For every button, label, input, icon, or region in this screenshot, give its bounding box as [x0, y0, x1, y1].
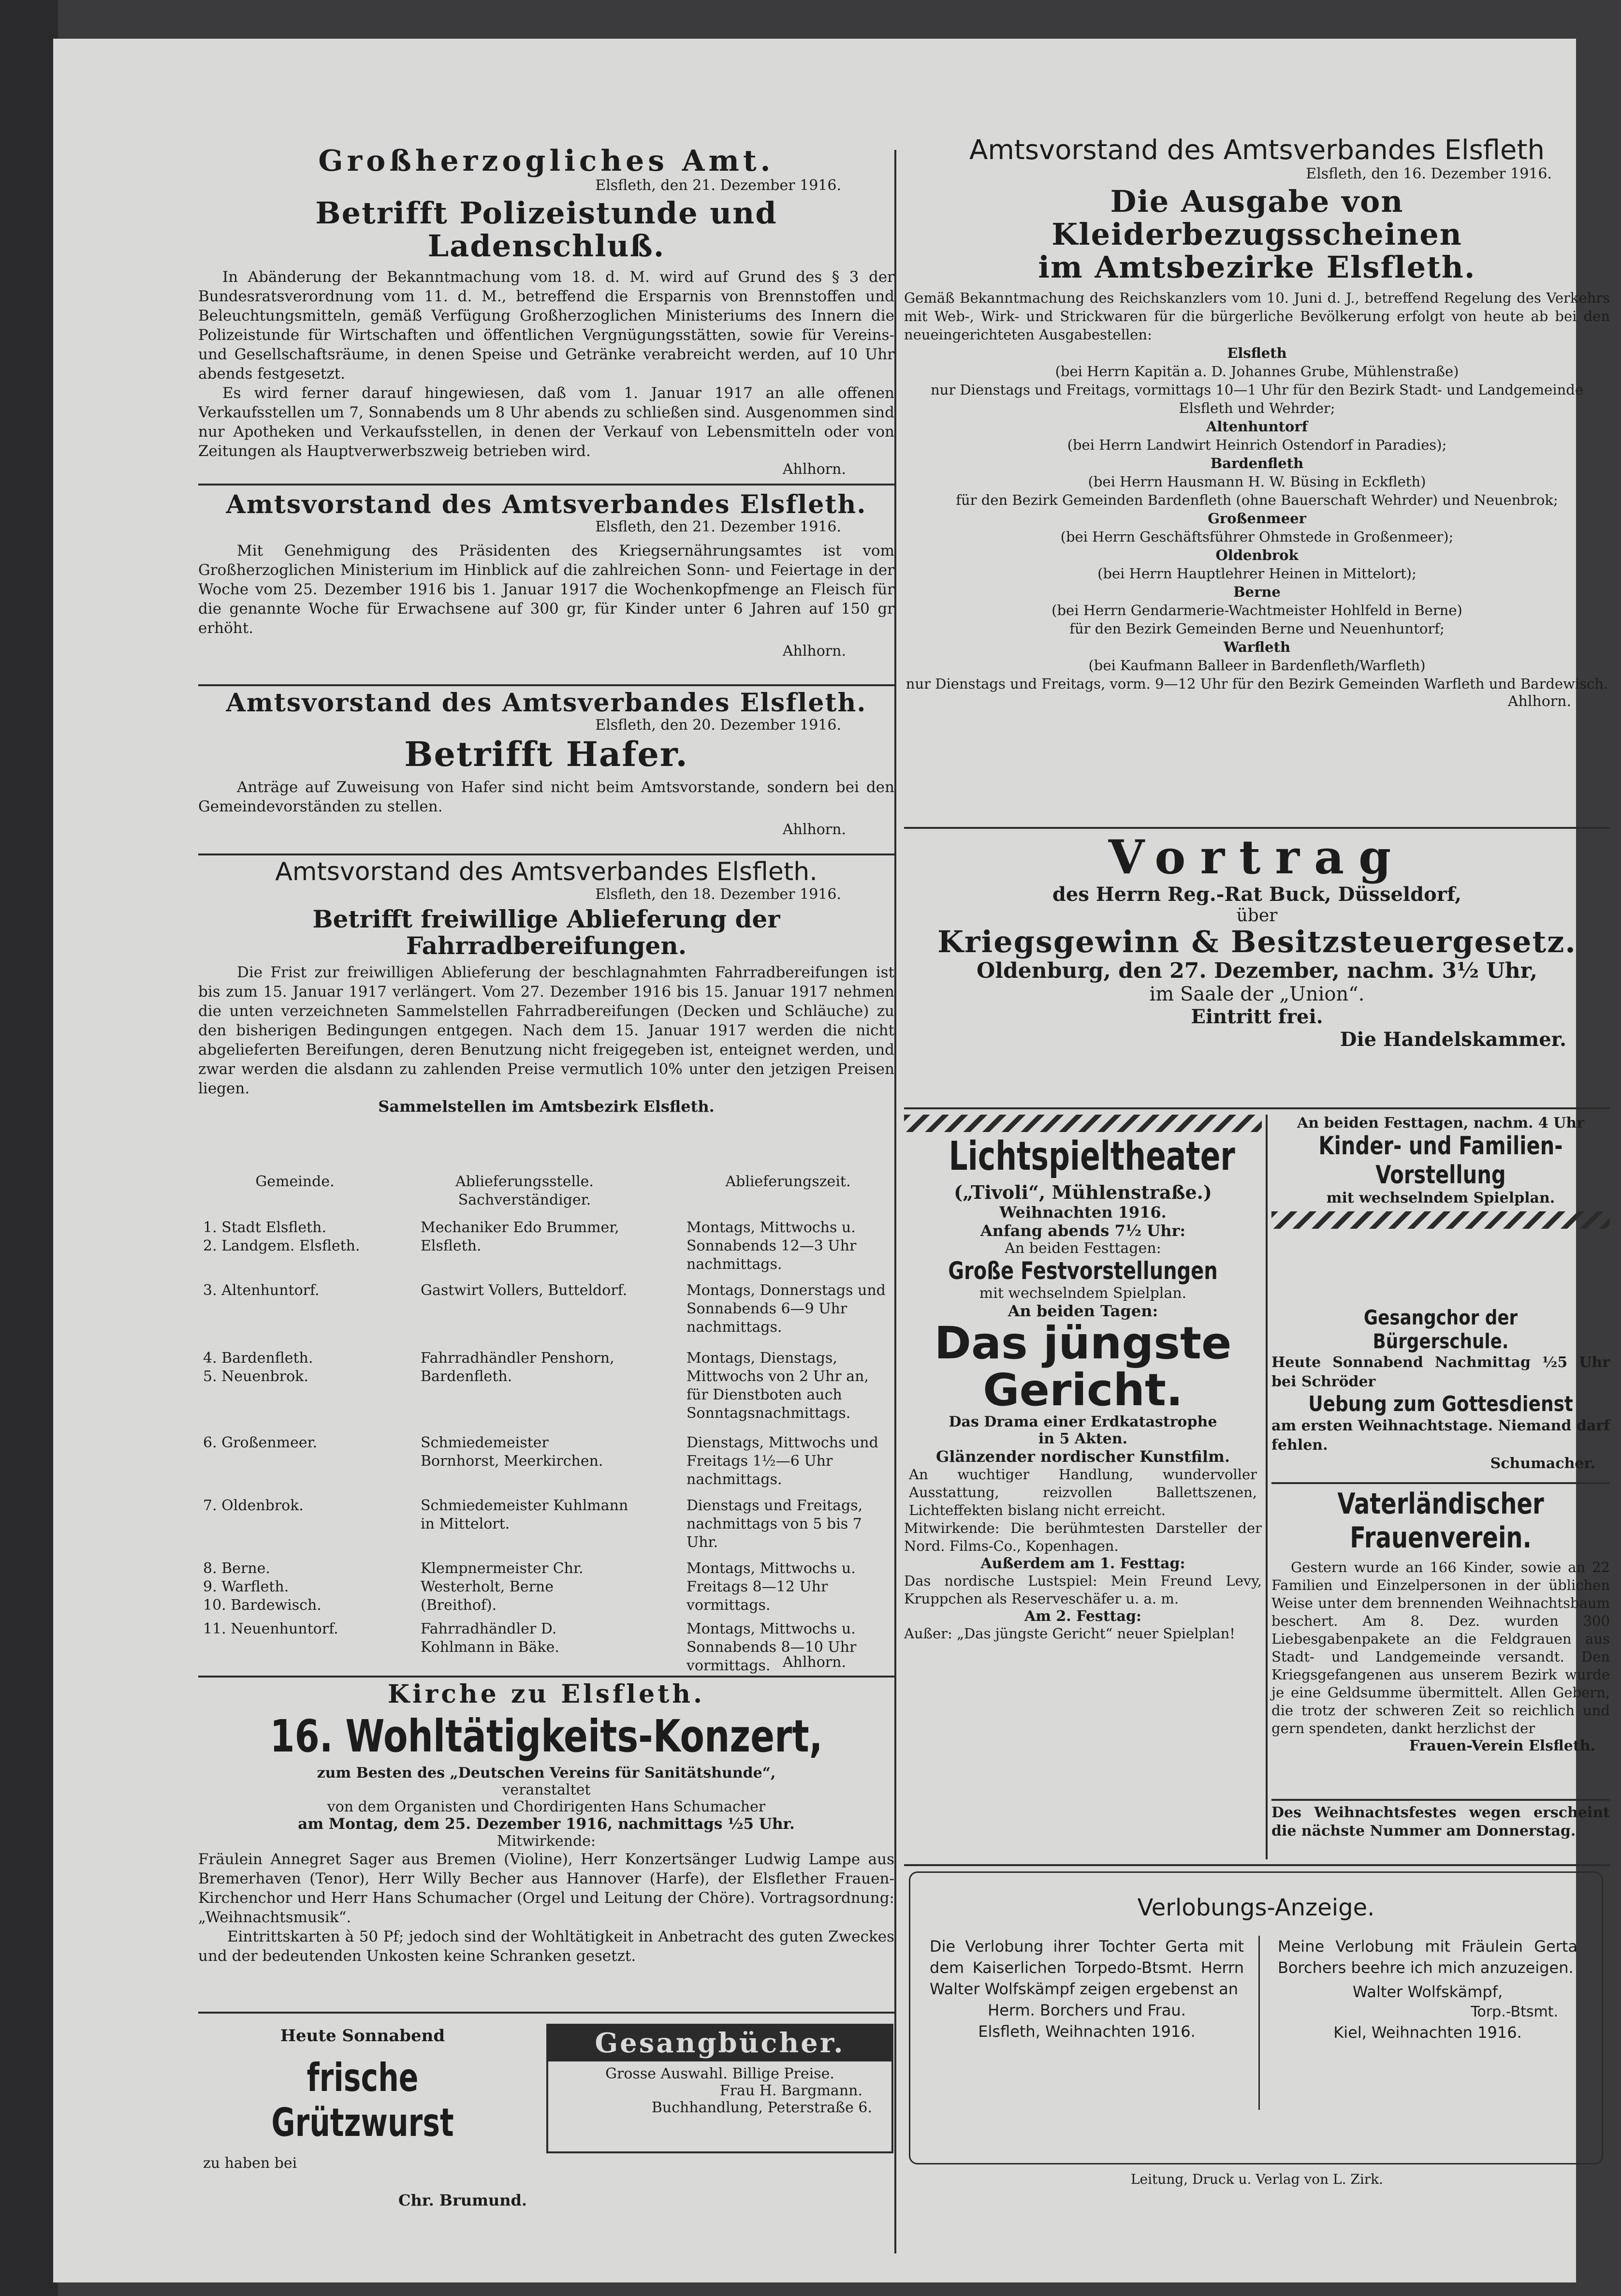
divider	[198, 854, 894, 855]
table-cell: Dienstags, Mittwochs und Freitags 1½—6 Uhr nachmittags.	[686, 1434, 878, 1488]
ad-signature: Schumacher.	[1490, 1455, 1595, 1472]
ad-line: Walter Wolfskämpf,	[1352, 1983, 1503, 2001]
divider	[198, 1676, 894, 1678]
notice-paragraph: In Abänderung der Bekanntmachung vom 18. d. M. wird auf Grund des § 3 der Bundesratsverordnung vom 11. d. M., betreffend die Ersparnis von Brennstoffen und Beleuchtungsmitteln, gemäß Verfügung Großherzoglichen Ministeriums des Innern die Polizeistunde für Wirtschaften und öffentlichen Vergnügungsstätten, sowie für Vereins- und Gesellschaftsräume, in denen Speise und Getränke verabreicht werden, auf 10 Uhr abends festgesetzt.	[198, 268, 894, 383]
table-cell: 3. Altenhuntorf.	[203, 1282, 320, 1299]
notice-signature: Ahlhorn.	[782, 461, 846, 478]
column-divider	[1266, 1115, 1268, 1859]
ad-line: Mitwirkende:	[497, 1833, 596, 1850]
ad-paragraph: Außer: „Das jüngste Gericht“ neuer Spielplan!	[904, 1625, 1235, 1642]
ad-line: am Montag, dem 25. Dezember 1916, nachmittags ½5 Uhr.	[298, 1815, 795, 1833]
ad-frauenverein	[1271, 1487, 1610, 1754]
right-column	[904, 39, 1610, 2282]
ad-line: mit wechselndem Spielplan.	[979, 1285, 1187, 1302]
ad-line: in 5 Akten.	[1038, 1430, 1128, 1448]
notice-hafer	[198, 689, 894, 838]
ad-headline: Kinder- und Familien-	[1318, 1132, 1563, 1161]
ad-line: („Tivoli“, Mühlenstraße.)	[954, 1181, 1212, 1204]
ad-title: Gesangbücher.	[548, 2026, 891, 2061]
table-cell: Montags, Dienstags, Mittwochs von 2 Uhr an, für Dienstboten auch Sonntagsnachmittags.	[686, 1350, 869, 1422]
ad-headline: Uebung zum Gottesdienst	[1308, 1392, 1573, 1416]
ausgabestellen-list	[904, 344, 1610, 693]
ad-line: An beiden Festtagen:	[1005, 1240, 1161, 1257]
ad-line: Außerdem am 1. Festtag:	[980, 1555, 1185, 1573]
table-cell: Montags, Mittwochs u. Sonnabends 8—10 Uhr vormittags.	[686, 1620, 857, 1674]
column-divider	[894, 150, 896, 2253]
notice-signature: Ahlhorn.	[782, 821, 846, 839]
ad-line: zu haben bei	[203, 2155, 297, 2172]
ad-line: An beiden Festtagen, nachm. 4 Uhr	[1297, 1115, 1584, 1132]
list-item: Bardenfleth	[1210, 455, 1304, 472]
table-cell: Montags, Mittwochs u. Freitags 8—12 Uhr vormittags.	[686, 1560, 856, 1614]
ad-line: über	[1236, 905, 1278, 926]
ad-line: veranstaltet	[502, 1781, 591, 1799]
table-cell: Schmiedemeister Kuhlmann in Mittelort.	[421, 1497, 628, 1532]
notice-title: Amtsvorstand des Amtsverbandes Elsfleth.	[275, 857, 818, 886]
film-title: Das jüngste	[934, 1317, 1232, 1369]
ad-title: Vortrag	[1108, 830, 1406, 884]
divider	[198, 2012, 894, 2014]
table-header-cell: Gemeinde.	[255, 1173, 335, 1190]
divider	[198, 484, 894, 486]
list-item: Großenmeer	[1208, 510, 1306, 527]
ad-line: Buchhandlung, Peterstraße 6.	[651, 2099, 872, 2116]
ad-paragraph: Die Verlobung ihrer Tochter Gerta mit dem Kaiserlichen Torpedo-Btsmt. Herrn Walter Wolfskämpf zeigen ergebenst an	[930, 1937, 1244, 1998]
ad-line: Das Drama einer Erdkatastrophe	[949, 1413, 1217, 1431]
divider	[904, 827, 1610, 829]
table-cell: 8. Berne. 9. Warfleth. 10. Bardewisch.	[203, 1560, 321, 1614]
ad-headline: Große Festvorstellungen	[948, 1257, 1218, 1285]
list-item: Warfleth	[1223, 639, 1291, 656]
ad-paragraph: Eintrittskarten à 50 Pf; jedoch sind der Wohltätigkeit in Anbetracht des guten Zweckes und der bedeutenden Unkosten keine Schranken gesetzt.	[198, 1928, 894, 1965]
ad-gruetzwurst	[198, 2026, 527, 2209]
ad-line: Oldenburg, den 27. Dezember, nachm. 3½ Uhr,	[976, 958, 1538, 983]
announcement-divider	[1258, 1936, 1260, 2110]
notice-subject: Betrifft Hafer.	[404, 734, 688, 775]
list-item: Altenhuntorf	[1206, 418, 1308, 435]
notice-date: Elsfleth, den 21. Dezember 1916.	[595, 177, 841, 194]
ad-title: Kirche zu Elsfleth.	[387, 1679, 705, 1709]
notice-date: Elsfleth, den 21. Dezember 1916.	[595, 518, 841, 536]
ad-paragraph: Meine Verlobung mit Fräulein Gerta Borchers beehre ich mich anzuzeigen.	[1278, 1937, 1577, 1977]
table-cell: Klempnermeister Chr. Westerholt, Berne (Breithof).	[421, 1560, 584, 1614]
list-item: Oldenbrok	[1215, 547, 1299, 564]
divider	[904, 1864, 1610, 1866]
list-item: (bei Herrn Landwirt Heinrich Ostendorf in Paradies);	[1067, 437, 1447, 454]
list-item: (bei Kaufmann Balleer in Bardenfleth/Warfleth)	[1088, 657, 1426, 674]
ad-paragraph: Mitwirkende: Die berühmtesten Darsteller der Nord. Films-Co., Kopenhagen.	[904, 1520, 1262, 1555]
table-cell: Fahrradhändler D. Kohlmann in Bäke.	[421, 1620, 559, 1656]
notice-fahrradbereifung	[198, 858, 894, 1115]
notice-signature: Ahlhorn.	[782, 643, 846, 660]
ad-title: Vaterländischer	[1337, 1487, 1544, 1521]
notice-signature: Ahlhorn.	[782, 1654, 846, 1671]
ad-line: Grosse Auswahl. Billige Preise.	[605, 2065, 834, 2082]
ad-signature: Chr. Brumund.	[398, 2191, 527, 2209]
list-item: Berne	[1233, 584, 1281, 601]
notice-paragraph: Des Weihnachtsfestes wegen erscheint die nächste Nummer am Donnerstag.	[1271, 1804, 1610, 1840]
ad-signature: Die Handelskammer.	[1340, 1028, 1566, 1051]
list-item: nur Dienstags und Freitags, vormittags 10—1 Uhr für den Bezirk Stadt- und Landgemeinde Elsfleth und Wehrder;	[930, 382, 1583, 417]
ornament-border	[1271, 1211, 1610, 1229]
ad-line: Weihnachten 1916.	[999, 1203, 1167, 1222]
ad-gesangchor	[1271, 1306, 1610, 1472]
list-item: (bei Herrn Hauptlehrer Heinen in Mittelort);	[1097, 565, 1417, 582]
ad-line: Eintritt frei.	[1191, 1005, 1323, 1028]
notice-title: Großherzogliches Amt.	[318, 144, 774, 178]
table-cell: Schmiedemeister Bornhorst, Meerkirchen.	[421, 1434, 603, 1470]
ad-line: Glänzender nordischer Kunstfilm.	[936, 1447, 1230, 1466]
divider	[198, 684, 894, 686]
table-cell: 11. Neuenhuntorf.	[203, 1620, 338, 1637]
notice-fleisch	[198, 491, 894, 660]
ornament-border	[904, 1115, 1262, 1132]
notice-date: Elsfleth, den 20. Dezember 1916.	[595, 717, 841, 734]
ad-signature: Frauen-Verein Elsfleth.	[1409, 1737, 1595, 1754]
notice-subject: Betrifft Polizeistunde und Ladenschluß.	[315, 195, 777, 264]
table-header-cell: Ablieferungsstelle. Sachverständiger.	[455, 1173, 594, 1208]
list-item: (bei Herrn Gendarmerie-Wachtmeister Hohlfeld in Berne)	[1051, 602, 1462, 619]
ad-paragraph: Fräulein Annegret Sager aus Bremen (Violine), Herr Konzertsänger Ludwig Lampe aus Bremerhaven (Tenor), Herr Willy Becher aus Hannover (Harfe), der Elsflether Frauen-Kirchenchor und Herr Hans Schumacher (Orgel und Leitung der Chöre). Vortragsordnung: „Weihnachtsmusik“.	[198, 1851, 894, 1927]
notice-subject: im Amtsbezirke Elsfleth.	[1038, 249, 1476, 285]
divider	[904, 1107, 1610, 1109]
announcement-left	[930, 1936, 1244, 2042]
ad-headline: 16. Wohltätigkeits-Konzert,	[270, 1710, 823, 1763]
ad-konzert	[198, 1680, 894, 1966]
table-header-cell: Ablieferungszeit.	[725, 1173, 851, 1190]
notice-naechste-nummer	[1271, 1804, 1610, 1840]
ad-paragraph: Gestern wurde an 166 Kinder, sowie an 22 Familien und Einzelpersonen in der üblichen Weise unter dem brennenden Weihnachtsbaum beschert. Am 8. Dez. wurden 300 Liebesgabenpakete an die Feldgrauen aus Stadt- und Landgemeinde versandt. Den Kriegsgefangenen aus unserem Bezirk wurde je eine Geldsumme übermittelt. Allen Gebern, die trotz der schweren Zeit so reichlich und gern spendeten, dankt herzlichst der	[1271, 1559, 1610, 1737]
ad-line: Torp.-Btsmt.	[1471, 2003, 1558, 2020]
ad-line: im Saale der „Union“.	[1149, 983, 1365, 1005]
notice-title: Amtsvorstand des Amtsverbandes Elsfleth.	[226, 490, 867, 519]
ad-line: Anfang abends 7½ Uhr:	[980, 1222, 1186, 1240]
ad-paragraph: Heute Sonnabend Nachmittag ½5 Uhr bei Schröder	[1271, 1354, 1610, 1390]
table-cell: Mechaniker Edo Brummer, Elsfleth.	[421, 1219, 619, 1254]
ad-title: Lichtspieltheater	[949, 1133, 1235, 1179]
notice-kleiderbezugsscheine	[904, 135, 1610, 710]
list-item: nur Dienstags und Freitags, vorm. 9—12 Uhr für den Bezirk Gemeinden Warfleth und Bardewisch.	[905, 676, 1608, 692]
list-item: (bei Herrn Hausmann H. W. Büsing in Eckfleth)	[1088, 473, 1426, 490]
notice-paragraph: Anträge auf Zuweisung von Hafer sind nicht beim Amtsvorstande, sondern bei den Gemeindevorständen zu stellen.	[198, 779, 894, 816]
table-cell: Montags, Mittwochs u. Sonnabends 12—3 Uhr nachmittags.	[686, 1219, 857, 1273]
ad-line: des Herrn Reg.-Rat Buck, Düsseldorf,	[1052, 883, 1462, 906]
notice-date: Elsfleth, den 16. Dezember 1916.	[1306, 165, 1552, 182]
notice-title: Amtsvorstand des Amtsverbandes Elsfleth	[969, 134, 1545, 166]
left-column	[198, 39, 894, 2282]
table-cell: Fahrradhändler Penshorn, Bardenfleth.	[421, 1350, 614, 1385]
notice-subject: Betrifft freiwillige Ablieferung der Fahrradbereifungen.	[312, 905, 780, 960]
list-item: (bei Herrn Kapitän a. D. Johannes Grube, Mühlenstraße)	[1055, 363, 1459, 380]
notice-title: Amtsvorstand des Amtsverbandes Elsfleth.	[226, 688, 867, 718]
table-cell: Dienstags und Freitags, nachmittags von 5 bis 7 Uhr.	[686, 1497, 863, 1551]
newspaper-page	[53, 39, 1610, 2282]
ad-line: zum Besten des „Deutschen Vereins für Sanitätshunde“,	[317, 1765, 776, 1782]
ad-vortrag	[904, 832, 1610, 1051]
film-title: Gericht.	[983, 1364, 1183, 1416]
notice-paragraph: Die Frist zur freiwilligen Ablieferung der beschlagnahmten Fahrradbereifungen ist bis zum 15. Januar 1917 verlängert. Vom 27. Dezember 1916 bis 15. Januar 1917 nehmen die unten verzeichneten Sammelstellen Fahrradbereifungen (Decken und Schläuche) zu den bisherigen Bedingungen entgegen. Nach dem 15. Januar 1917 werden die nicht abgelieferten Bereifungen, deren Benutzung nicht freigegeben ist, enteignet werden, und zwar werden die alsdann zu zahlenden Preise vermutlich 10% unter den jetzigen Preisen liegen.	[198, 964, 894, 1098]
ad-headline: frische Grützwurst	[271, 2055, 454, 2145]
ad-line: mit wechselndem Spielplan.	[1326, 1190, 1555, 1207]
ad-line: An beiden Tagen:	[1008, 1302, 1158, 1321]
table-cell: Gastwirt Vollers, Butteldorf.	[421, 1282, 628, 1299]
list-item: für den Bezirk Gemeinden Berne und Neuenhuntorf;	[1069, 620, 1445, 637]
imprint: Leitung, Druck u. Verlag von L. Zirk.	[1130, 2171, 1384, 2187]
list-item: (bei Herrn Geschäftsführer Ohmstede in Großenmeer);	[1060, 529, 1454, 545]
ad-title: Gesangchor der Bürgerschule.	[1363, 1306, 1518, 1353]
ad-headline: Vorstellung	[1375, 1161, 1506, 1190]
list-item: Elsfleth	[1227, 345, 1287, 362]
notice-paragraph: Mit Genehmigung des Präsidenten des Kriegsernährungsamtes ist vom Großherzoglichen Ministerium im Hinblick auf die zahlreichen Sonn- und Feiertage in der Woche vom 25. Dezember 1916 bis 1. Januar 1917 die Wochenkopfmenge an Fleisch für die genannte Woche für Erwachsene auf 300 gr, für Kinder unter 6 Jahren auf 150 gr erhöht.	[198, 542, 894, 637]
notice-subject: Die Ausgabe von Kleiderbezugsscheinen	[1051, 183, 1462, 252]
ad-line: Herm. Borchers und Frau.	[988, 2001, 1186, 2019]
ad-line: von dem Organisten und Chordirigenten Hans Schumacher	[327, 1798, 766, 1816]
table-cell: 6. Großenmeer.	[203, 1434, 318, 1451]
ad-line: Am 2. Festtag:	[1024, 1608, 1142, 1625]
table-cell: 7. Oldenbrok.	[203, 1497, 304, 1514]
list-item: für den Bezirk Gemeinden Bardenfleth (ohne Bauerschaft Wehrder) und Neuenbrok;	[956, 492, 1558, 509]
divider	[1271, 1482, 1610, 1484]
ad-line: Frau H. Bargmann.	[719, 2082, 862, 2099]
ad-paragraph: am ersten Weihnachtstage. Niemand darf fehlen.	[1271, 1417, 1610, 1454]
ad-line: Heute Sonnabend	[280, 2026, 445, 2046]
ad-headline: Kriegsgewinn & Besitzsteuergesetz.	[937, 924, 1577, 959]
ad-line: Elsfleth, Weihnachten 1916.	[978, 2022, 1196, 2041]
table-cell: 1. Stadt Elsfleth. 2. Landgem. Elsfleth.	[203, 1219, 360, 1254]
notice-signature: Ahlhorn.	[1507, 693, 1571, 710]
ad-line: Kiel, Weihnachten 1916.	[1333, 2023, 1522, 2042]
ad-lichtspieltheater	[904, 1115, 1262, 1643]
table-cell: Montags, Donnerstags und Sonnabends 6—9 Uhr nachmittags.	[686, 1282, 886, 1336]
notice-polizeistunde	[198, 145, 894, 478]
ad-paragraph: An wuchtiger Handlung, wundervoller Ausstattung, reizvollen Ballettszenen, Lichteffekten bislang nicht erreicht.	[909, 1466, 1257, 1519]
ad-title: Verlobungs-Anzeige.	[1137, 1894, 1375, 1921]
announcement-right	[1278, 1936, 1577, 2043]
ad-kindervorstellung	[1271, 1115, 1610, 1229]
book-spine	[0, 0, 58, 2296]
table-cell: 4. Bardenfleth. 5. Neuenbrok.	[203, 1350, 313, 1385]
table-title: Sammelstellen im Amtsbezirk Elsfleth.	[378, 1097, 715, 1116]
notice-paragraph: Es wird ferner darauf hingewiesen, daß vom 1. Januar 1917 an alle offenen Verkaufsstellen um 7, Sonnabends um 8 Uhr abends zu schließen sind. Ausgenommen sind nur Apotheken und Verkaufsstellen, in denen der Verkauf von Lebensmitteln oder von Zeitungen als Hauptverwerbszweig betrieben wird.	[198, 384, 894, 460]
notice-paragraph: Gemäß Bekanntmachung des Reichskanzlers vom 10. Juni d. J., betreffend Regelung des Verkehrs mit Web-, Wirk- und Strickwaren für die bürgerliche Bevölkerung erfolgt von heute ab bei den neueingerichteten Ausgabestellen:	[904, 290, 1610, 343]
notice-date: Elsfleth, den 18. Dezember 1916.	[595, 886, 841, 903]
ad-paragraph: Das nordische Lustspiel: Mein Freund Levy, Kruppchen als Reserveschäfer u. a. m.	[904, 1573, 1262, 1607]
ad-gesangbuecher	[546, 2024, 893, 2153]
divider	[1271, 1799, 1610, 1801]
ad-title: Frauenverein.	[1350, 1521, 1532, 1555]
ad-verlobung	[909, 1871, 1603, 2164]
